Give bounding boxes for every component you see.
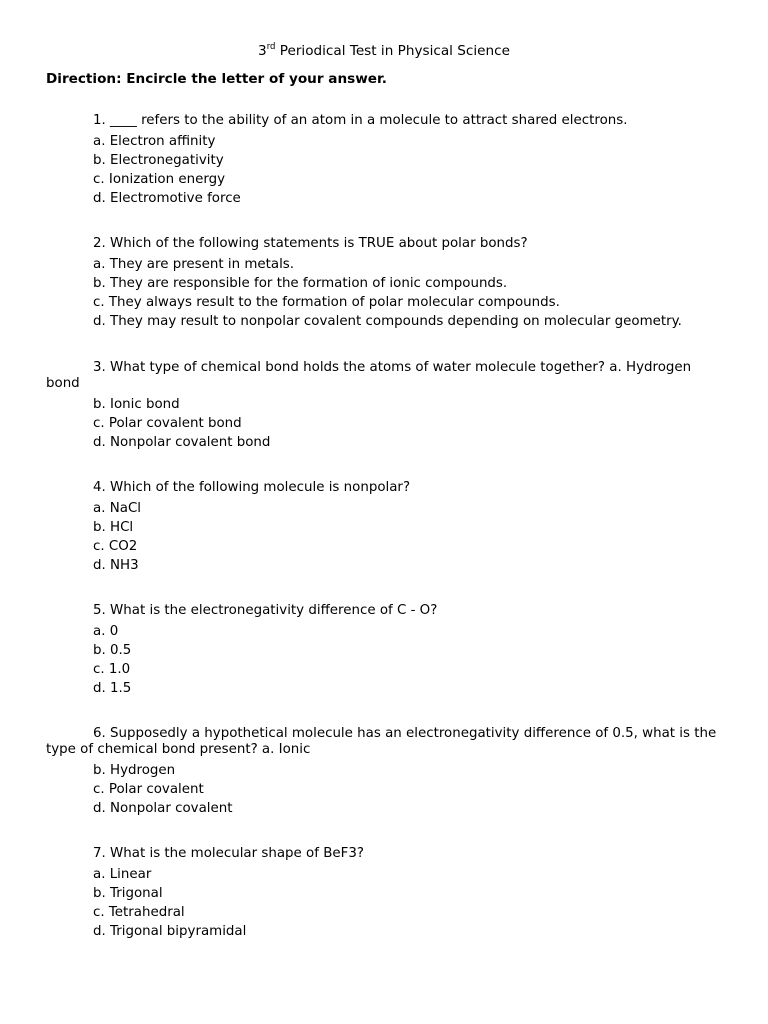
answer-option[interactable]: d. 1.5 (93, 681, 132, 697)
question-3 (46, 360, 718, 452)
answer-options (93, 499, 718, 575)
answer-options (93, 865, 718, 941)
question-7 (46, 846, 718, 941)
answer-option[interactable]: a. They are present in metals. (93, 257, 295, 272)
question-stem: 7. What is the molecular shape of BeF3? (93, 846, 364, 861)
answer-option[interactable]: d. They may result to nonpolar covalent compounds depending on molecular geometry. (93, 314, 682, 330)
answer-options (93, 395, 718, 452)
answer-option[interactable]: d. Nonpolar covalent (93, 801, 233, 817)
answer-option[interactable]: b. They are responsible for the formation of ionic compounds. (93, 276, 508, 292)
answer-option[interactable]: a. Electron affinity (93, 134, 216, 149)
answer-options (93, 761, 718, 818)
answer-option[interactable]: c. CO2 (93, 539, 138, 555)
answer-option[interactable]: d. Trigonal bipyramidal (93, 924, 247, 940)
answer-options (93, 132, 718, 208)
question-stem: 1. ____ refers to the ability of an atom in a molecule to attract shared electrons. (93, 113, 628, 128)
question-stem: 5. What is the electronegativity difference of C - O? (93, 603, 438, 618)
answer-option[interactable]: b. 0.5 (93, 643, 132, 659)
page-title (0, 42, 768, 60)
answer-option[interactable]: b. HCl (93, 520, 134, 536)
answer-options (93, 622, 718, 698)
answer-option[interactable]: c. Polar covalent (93, 782, 204, 798)
question-6 (46, 726, 718, 818)
answer-option[interactable]: d. Nonpolar covalent bond (93, 435, 271, 451)
title-superscript: rd (266, 42, 276, 52)
question-5 (46, 603, 718, 698)
answer-option[interactable]: c. 1.0 (93, 662, 131, 678)
question-4 (46, 480, 718, 575)
answer-options (93, 255, 718, 331)
answer-option[interactable]: a. NaCl (93, 501, 142, 516)
question-stem: 3. What type of chemical bond holds the atoms of water molecule together? a. Hydrogen bond (46, 360, 692, 391)
question-2 (46, 236, 718, 331)
question-stem: 2. Which of the following statements is TRUE about polar bonds? (93, 236, 528, 251)
answer-option[interactable]: b. Hydrogen (93, 763, 176, 778)
title-ordinal: 3 (258, 43, 267, 59)
answer-option[interactable]: a. 0 (93, 624, 119, 639)
answer-option[interactable]: c. Ionization energy (93, 172, 226, 188)
directions-text: Direction: Encircle the letter of your answer. (46, 71, 387, 87)
question-stem: 4. Which of the following molecule is nonpolar? (93, 480, 411, 495)
title-text: Periodical Test in Physical Science (275, 43, 510, 59)
answer-option[interactable]: d. Electromotive force (93, 191, 241, 207)
question-stem: 6. Supposedly a hypothetical molecule has an electronegativity difference of 0.5, what is the type of chemical bond present? a. Ionic (46, 726, 717, 757)
answer-option[interactable]: b. Trigonal (93, 886, 163, 902)
question-1 (46, 113, 718, 208)
answer-option[interactable]: c. Tetrahedral (93, 905, 185, 921)
answer-option[interactable]: b. Electronegativity (93, 153, 224, 169)
answer-option[interactable]: c. They always result to the formation of polar molecular compounds. (93, 295, 560, 311)
answer-option[interactable]: a. Linear (93, 867, 152, 882)
answer-option[interactable]: c. Polar covalent bond (93, 416, 242, 432)
answer-option[interactable]: b. Ionic bond (93, 397, 180, 412)
answer-option[interactable]: d. NH3 (93, 558, 139, 574)
